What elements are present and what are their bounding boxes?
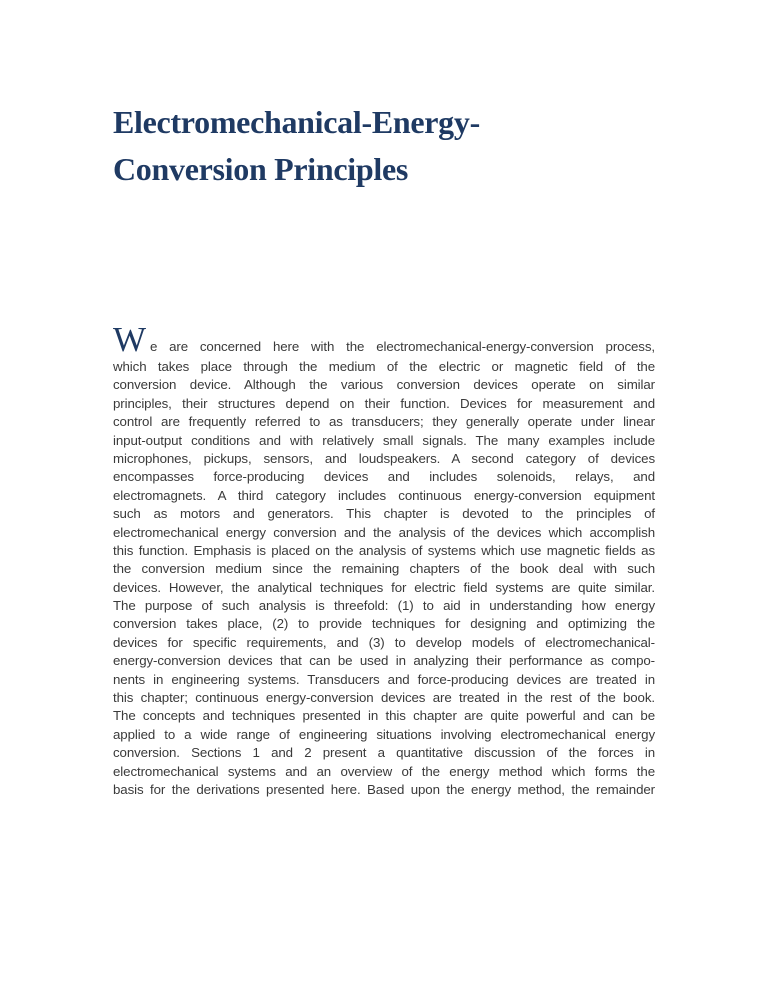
paragraph-line: this function. Emphasis is placed on the analysis of systems which use magnetic fields as — [113, 542, 655, 558]
paragraph-line: conversion. Sections 1 and 2 present a quantitative discussion of the forces in — [113, 745, 655, 761]
paragraph-line: The purpose of such analysis is threefold: (1) to aid in understanding how energy — [113, 598, 655, 614]
chapter-title-line2: Conversion Principles — [113, 151, 409, 187]
paragraph-line: microphones, pickups, sensors, and loudspeakers. A second category of devices — [113, 450, 655, 466]
paragraph-line: applied to a wide range of engineering situations involving electromechanical energy — [113, 726, 655, 742]
paragraph-line: devices. However, the analytical techniques for electric field systems are quite similar. — [113, 579, 655, 595]
paragraph-line: conversion device. Although the various conversion devices operate on similar — [113, 377, 655, 393]
paragraph-line: conversion takes place, (2) to provide techniques for designing and optimizing the — [113, 616, 655, 632]
paragraph-line: devices for specific requirements, and (3) to develop models of electromechanical- — [113, 634, 655, 650]
paragraph-lines — [113, 358, 655, 799]
paragraph-line: electromechanical energy conversion and the analysis of the devices which accomplish — [113, 524, 655, 540]
paragraph-line: which takes place through the medium of the electric or magnetic field of the — [113, 359, 655, 374]
chapter-title — [113, 99, 480, 193]
paragraph-line: electromechanical systems and an overview of the energy method which forms the — [113, 763, 655, 779]
paragraph-line: control are frequently referred to as transducers; they generally operate under linear — [113, 414, 655, 430]
paragraph-first-line — [113, 320, 655, 359]
paragraph-line: such as motors and generators. This chapter is devoted to the principles of — [113, 506, 655, 522]
paragraph-line: encompasses force-producing devices and includes solenoids, relays, and — [113, 469, 655, 485]
paragraph-line: energy-conversion devices that can be used in analyzing their performance as compo- — [113, 653, 655, 669]
paragraph-line: this chapter; continuous energy-conversion devices are treated in the rest of the book. — [113, 690, 655, 706]
paragraph-line: nents in engineering systems. Transducers and force-producing devices are treated in — [113, 671, 655, 687]
paragraph-line: input-output conditions and with relatively small signals. The many examples include — [113, 432, 655, 448]
paragraph-line: principles, their structures depend on their function. Devices for measurement and — [113, 395, 655, 411]
paragraph-line: the conversion medium since the remaining chapters of the book deal with such — [113, 561, 655, 577]
drop-cap-letter: W — [113, 320, 146, 359]
paragraph-first-line-text: e are concerned here with the electromechanical-energy-conversion process, — [149, 339, 655, 354]
paragraph-line: electromagnets. A third category includes continuous energy-conversion equipment — [113, 487, 655, 503]
paragraph-line: The concepts and techniques presented in this chapter are quite powerful and can be — [113, 708, 655, 724]
paragraph-line: basis for the derivations presented here. Based upon the energy method, the remainder — [113, 781, 655, 797]
chapter-intro-paragraph — [113, 320, 655, 799]
chapter-title-line1: Electromechanical-Energy- — [113, 104, 480, 140]
